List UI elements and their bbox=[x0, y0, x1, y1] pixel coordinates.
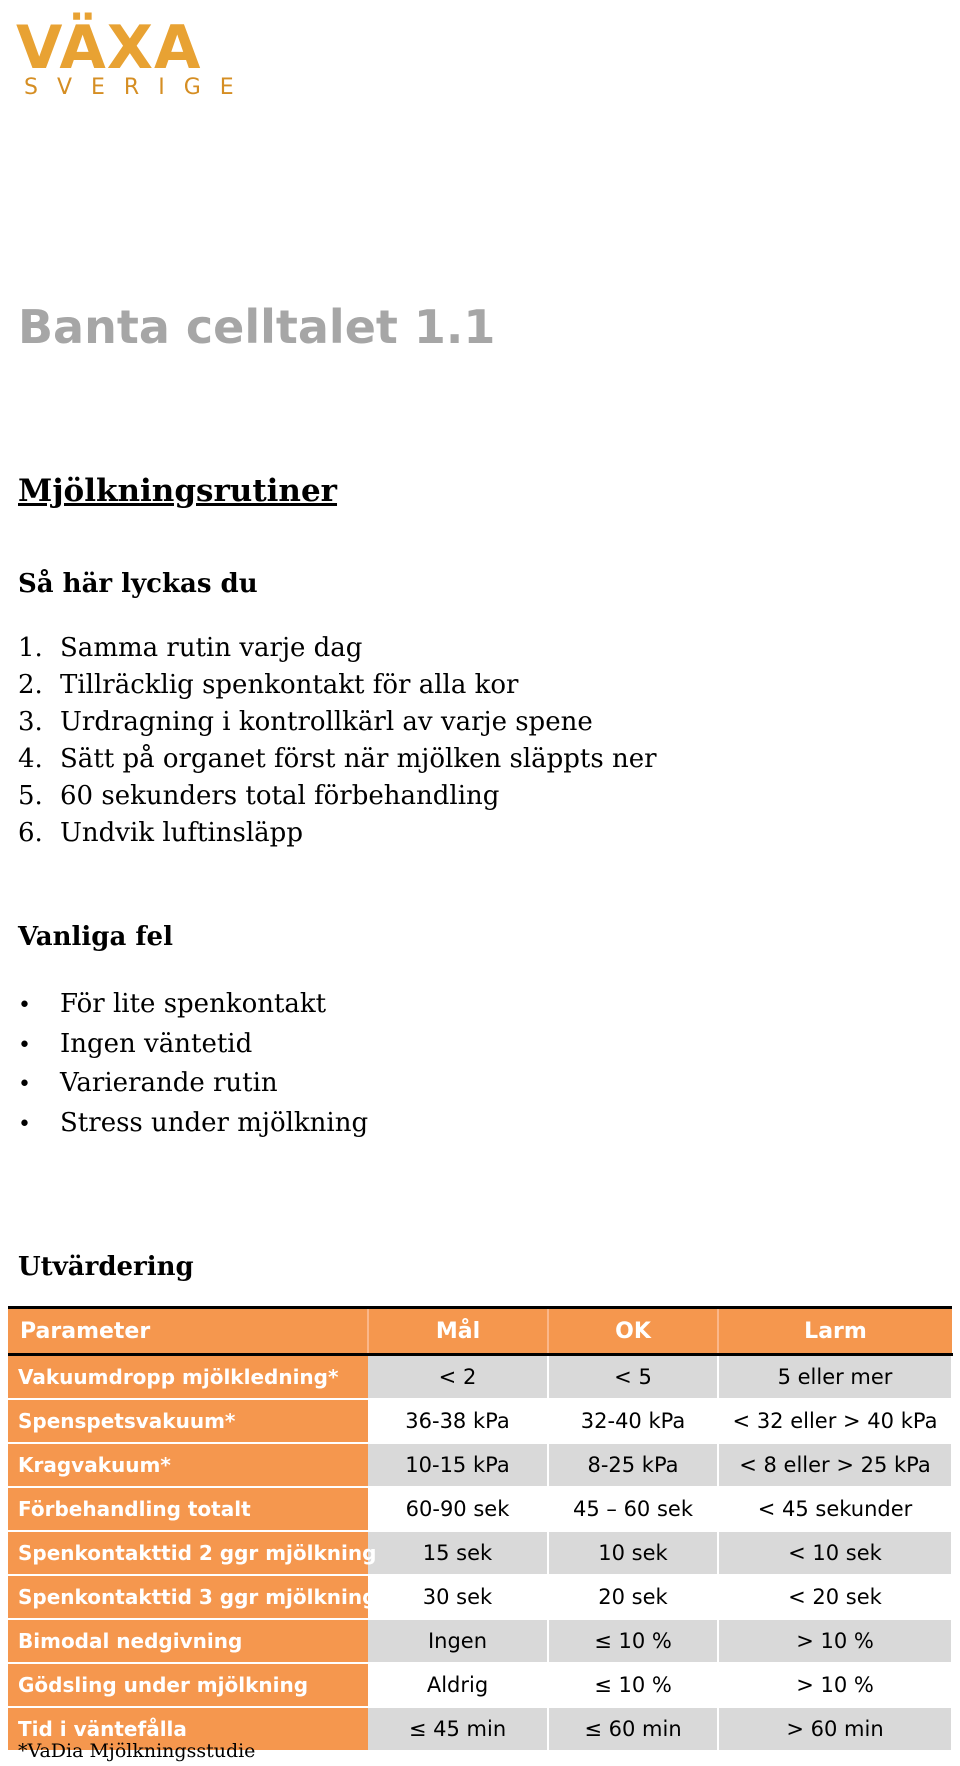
parameter-cell: Spenspetsvakuum* bbox=[8, 1399, 368, 1443]
logo-subtitle: SVERIGE bbox=[24, 75, 253, 100]
alarm-cell: > 60 min bbox=[718, 1707, 952, 1751]
ok-cell: ≤ 10 % bbox=[548, 1663, 718, 1707]
parameter-cell: Kragvakuum* bbox=[8, 1443, 368, 1487]
column-header-parameter: Parameter bbox=[8, 1308, 368, 1355]
column-header-alarm: Larm bbox=[718, 1308, 952, 1355]
parameter-cell: Spenkontakttid 2 ggr mjölkning bbox=[8, 1531, 368, 1575]
list-item: 3. Urdragning i kontrollkärl av varje spene bbox=[18, 707, 593, 737]
logo-wordmark: VÄXA bbox=[16, 13, 202, 83]
table-row bbox=[8, 1443, 952, 1487]
bullet-icon: • bbox=[18, 1032, 31, 1058]
list-item: • Ingen väntetid bbox=[18, 1025, 368, 1065]
table-row bbox=[8, 1355, 952, 1400]
heading-how-to-succeed: Så här lyckas du bbox=[18, 569, 258, 599]
heading-common-errors: Vanliga fel bbox=[18, 922, 173, 952]
ok-cell: ≤ 60 min bbox=[548, 1707, 718, 1751]
alarm-cell: < 32 eller > 40 kPa bbox=[718, 1399, 952, 1443]
list-item: 1. Samma rutin varje dag bbox=[18, 633, 363, 663]
goal-cell: Aldrig bbox=[368, 1663, 548, 1707]
bullet-icon: • bbox=[18, 993, 31, 1018]
bullet-icon: • bbox=[18, 1072, 31, 1097]
goal-cell: 10-15 kPa bbox=[368, 1443, 548, 1487]
list-item: 6. Undvik luftinsläpp bbox=[18, 818, 303, 848]
table-row bbox=[8, 1575, 952, 1619]
goal-cell: ≤ 45 min bbox=[368, 1707, 548, 1751]
footnote: *VaDia Mjölkningsstudie bbox=[18, 1740, 256, 1762]
table-row bbox=[8, 1619, 952, 1663]
column-header-ok: OK bbox=[548, 1308, 718, 1355]
ok-cell: ≤ 10 % bbox=[548, 1619, 718, 1663]
errors-list bbox=[18, 985, 368, 1143]
goal-cell: 36-38 kPa bbox=[368, 1399, 548, 1443]
list-item: 4. Sätt på organet först när mjölken släppts ner bbox=[18, 744, 657, 774]
heading-evaluation: Utvärdering bbox=[18, 1252, 194, 1282]
column-header-goal: Mål bbox=[368, 1308, 548, 1355]
parameter-cell: Spenkontakttid 3 ggr mjölkning bbox=[8, 1575, 368, 1619]
parameter-cell: Förbehandling totalt bbox=[8, 1487, 368, 1531]
alarm-cell: 5 eller mer bbox=[718, 1355, 952, 1400]
table-row bbox=[8, 1663, 952, 1707]
table-row bbox=[8, 1487, 952, 1531]
ok-cell: 8-25 kPa bbox=[548, 1443, 718, 1487]
alarm-cell: < 45 sekunder bbox=[718, 1487, 952, 1531]
bullet-icon: • bbox=[18, 1111, 31, 1137]
list-item: • Stress under mjölkning bbox=[18, 1104, 368, 1144]
alarm-cell: > 10 % bbox=[718, 1663, 952, 1707]
parameter-cell: Vakuumdropp mjölkledning* bbox=[8, 1355, 368, 1400]
ok-cell: 32-40 kPa bbox=[548, 1399, 718, 1443]
alarm-cell: < 20 sek bbox=[718, 1575, 952, 1619]
list-item: 5. 60 sekunders total förbehandling bbox=[18, 781, 500, 811]
goal-cell: Ingen bbox=[368, 1619, 548, 1663]
parameter-cell: Bimodal nedgivning bbox=[8, 1619, 368, 1663]
list-item: • För lite spenkontakt bbox=[18, 985, 368, 1025]
ok-cell: 20 sek bbox=[548, 1575, 718, 1619]
ok-cell: 45 – 60 sek bbox=[548, 1487, 718, 1531]
table-row bbox=[8, 1531, 952, 1575]
goal-cell: < 2 bbox=[368, 1355, 548, 1400]
vaxa-logo bbox=[14, 12, 253, 102]
ok-cell: < 5 bbox=[548, 1355, 718, 1400]
table-header-row bbox=[8, 1308, 952, 1355]
goal-cell: 60-90 sek bbox=[368, 1487, 548, 1531]
goal-cell: 15 sek bbox=[368, 1531, 548, 1575]
section-heading-milking-routines: Mjölkningsrutiner bbox=[18, 473, 338, 509]
alarm-cell: < 10 sek bbox=[718, 1531, 952, 1575]
success-list bbox=[18, 630, 657, 852]
list-item: • Varierande rutin bbox=[18, 1064, 368, 1104]
parameter-cell: Gödsling under mjölkning bbox=[8, 1663, 368, 1707]
alarm-cell: < 8 eller > 25 kPa bbox=[718, 1443, 952, 1487]
evaluation-table bbox=[8, 1306, 953, 1752]
list-item: 2. Tillräcklig spenkontakt för alla kor bbox=[18, 670, 519, 700]
alarm-cell: > 10 % bbox=[718, 1619, 952, 1663]
table-row bbox=[8, 1399, 952, 1443]
ok-cell: 10 sek bbox=[548, 1531, 718, 1575]
document-title: Banta celltalet 1.1 bbox=[18, 300, 496, 354]
parameter-cell: Tid i väntefålla bbox=[8, 1707, 368, 1751]
goal-cell: 30 sek bbox=[368, 1575, 548, 1619]
